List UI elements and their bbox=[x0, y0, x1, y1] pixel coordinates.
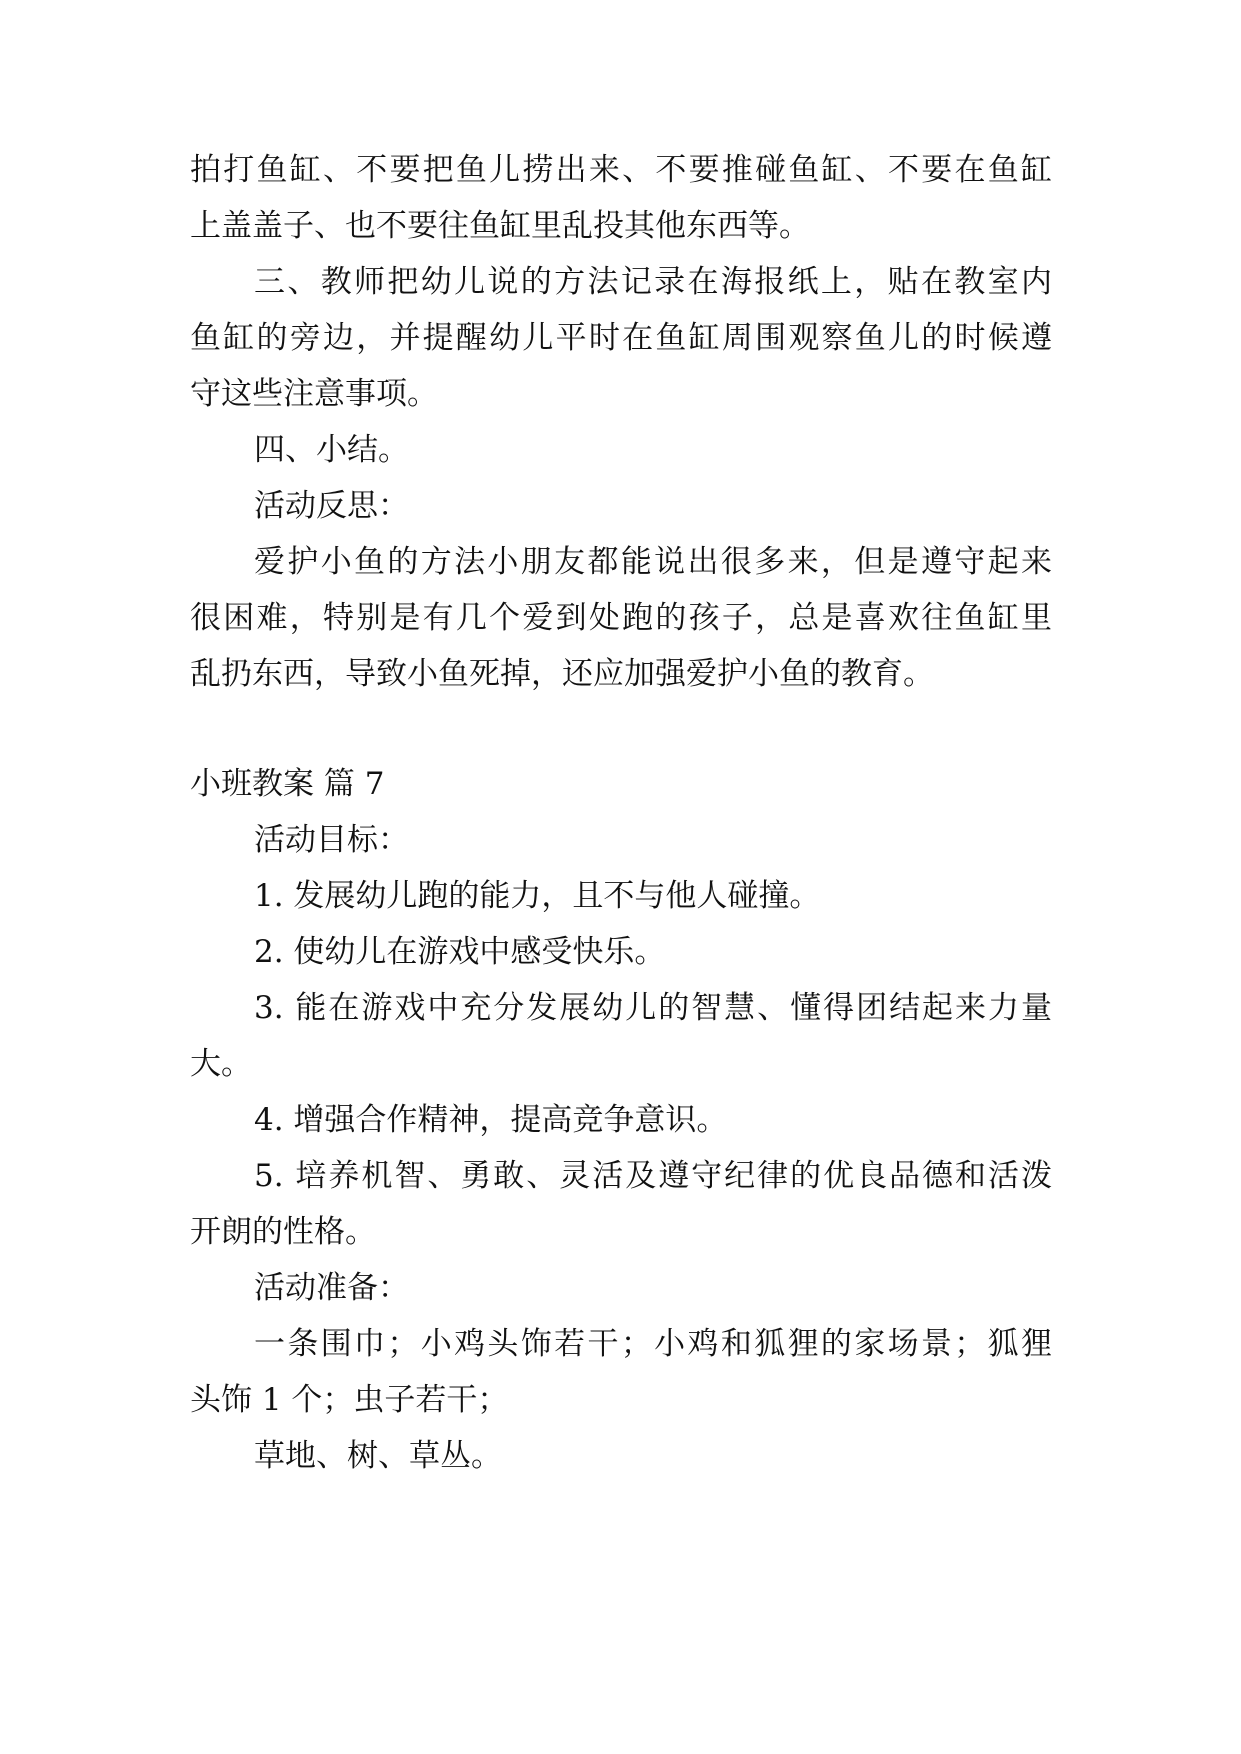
paragraph-line: 爱护小鱼的方法小朋友都能说出很多来，但是遵守起来 bbox=[254, 544, 1052, 580]
list-item-continuation: 开朗的性格。 bbox=[190, 1214, 376, 1250]
subheading: 活动目标： bbox=[254, 822, 409, 858]
list-item: 1. 发展幼儿跑的能力，且不与他人碰撞。 bbox=[254, 878, 821, 914]
list-item: 5. 培养机智、勇敢、灵活及遵守纪律的优良品德和活泼 bbox=[254, 1158, 1052, 1194]
subheading: 活动准备： bbox=[254, 1270, 409, 1306]
paragraph-line: 四、小结。 bbox=[254, 432, 409, 468]
paragraph-line: 守这些注意事项。 bbox=[190, 376, 438, 412]
list-item: 3. 能在游戏中充分发展幼儿的智慧、懂得团结起来力量 bbox=[254, 990, 1052, 1026]
paragraph-line: 上盖盖子、也不要往鱼缸里乱投其他东西等。 bbox=[190, 208, 810, 244]
paragraph-line: 拍打鱼缸、不要把鱼儿捞出来、不要推碰鱼缸、不要在鱼缸 bbox=[190, 152, 1052, 188]
list-item: 4. 增强合作精神，提高竞争意识。 bbox=[254, 1102, 728, 1138]
paragraph-line: 鱼缸的旁边，并提醒幼儿平时在鱼缸周围观察鱼儿的时候遵 bbox=[190, 320, 1052, 356]
paragraph-line: 三、教师把幼儿说的方法记录在海报纸上，贴在教室内 bbox=[254, 264, 1052, 300]
paragraph-line: 草地、树、草丛。 bbox=[254, 1438, 502, 1474]
paragraph-line: 一条围巾；小鸡头饰若干；小鸡和狐狸的家场景；狐狸 bbox=[254, 1326, 1052, 1362]
paragraph-line: 乱扔东西，导致小鱼死掉，还应加强爱护小鱼的教育。 bbox=[190, 656, 934, 692]
paragraph-line: 头饰 1 个；虫子若干； bbox=[190, 1382, 509, 1418]
subheading: 活动反思： bbox=[254, 488, 409, 524]
paragraph-line: 很困难，特别是有几个爱到处跑的孩子，总是喜欢往鱼缸里 bbox=[190, 600, 1052, 636]
section-heading: 小班教案 篇 7 bbox=[190, 766, 385, 802]
list-item: 2. 使幼儿在游戏中感受快乐。 bbox=[254, 934, 666, 970]
list-item-continuation: 大。 bbox=[190, 1046, 252, 1082]
